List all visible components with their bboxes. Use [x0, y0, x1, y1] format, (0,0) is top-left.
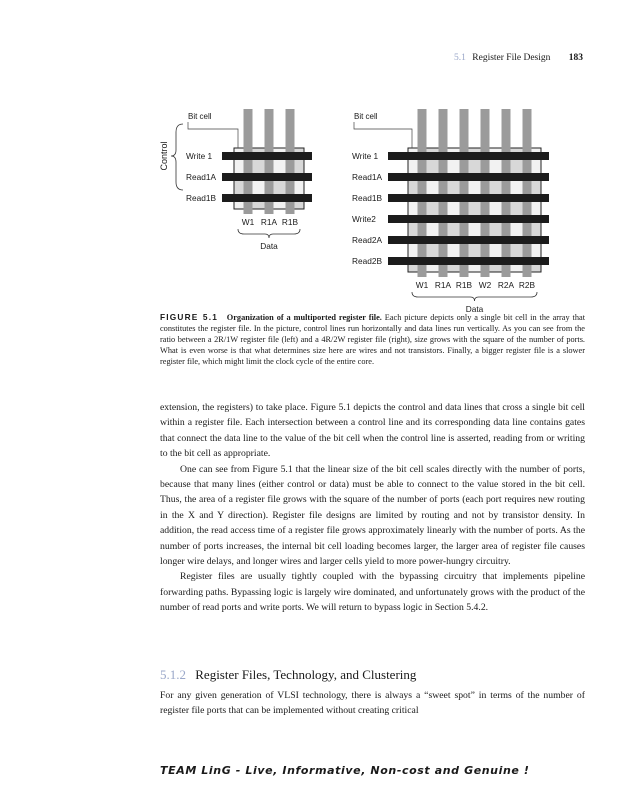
data-line-label: W2 — [478, 280, 492, 290]
bit-cell-label: Bit cell — [354, 112, 378, 121]
data-line-label: R2A — [497, 280, 515, 290]
control-line — [388, 236, 549, 244]
control-line-label: Write 1 — [352, 151, 379, 161]
control-line-label: Write 1 — [186, 151, 213, 161]
control-label: Control — [159, 141, 169, 171]
control-line-label: Write2 — [352, 214, 376, 224]
control-line-label: Read1A — [352, 172, 382, 182]
section-title: Register Files, Technology, and Clustering — [195, 667, 417, 682]
data-brace — [238, 229, 300, 238]
data-line — [523, 109, 532, 277]
section-heading — [160, 667, 416, 683]
data-line — [481, 109, 490, 277]
control-line — [388, 215, 549, 223]
body-text — [160, 400, 585, 616]
bit-cell-tile — [532, 148, 542, 152]
data-line-label: W1 — [415, 280, 429, 290]
control-line-label: Read2B — [352, 256, 382, 266]
control-line — [222, 194, 312, 202]
control-line — [388, 173, 549, 181]
footer-banner: TEAM LinG - Live, Informative, Non-cost and Genuine ! — [160, 764, 530, 777]
data-line-label: R1A — [434, 280, 452, 290]
caption-text: Each picture depicts only a single bit cell in the array that constitutes the register file. In the picture, control lines run horizontally and data lines run vertically. As you can see from the ratio between a 2R/1W register file (left) and a 4R/2W register file (right), size grows with the square of the number of ports. What is even worse is that what determines size here are wires and not transistors. Finally, a bigger register file is a slower register file, which might limit the clock cycle of the entire core. — [160, 313, 585, 367]
data-line-label: W1 — [241, 217, 255, 227]
paragraph: extension, the registers) to take place. Figure 5.1 depicts the control and data lines that cross a single bit cell within a register file. Each intersection between a control line and its corresponding data line contains gates that connect the data line to the value of the bit cell when the control line is asserted, reading from or writing to the bit cell as appropriate. — [160, 402, 585, 460]
data-line-label: R1B — [281, 217, 299, 227]
control-line — [388, 257, 549, 265]
control-line-label: Read1B — [352, 193, 382, 203]
bit-cell-label: Bit cell — [188, 112, 212, 121]
control-line-label: Read1B — [186, 193, 216, 203]
data-line — [418, 109, 427, 277]
data-line — [502, 109, 511, 277]
paragraph: Register files are usually tightly coupled with the bypassing circuitry that implements pipeline forwarding paths. Bypassing logic is largely wire dominated, and unfortunately grows with the product of the number of read ports and write ports. We will return to bypass logic in Section 5.4.2. — [160, 571, 585, 614]
paragraph: For any given generation of VLSI technology, there is always a “sweet spot” in terms of the number of register file ports that can be implemented without creating critical — [160, 690, 585, 717]
section-number: 5.1.2 — [160, 667, 186, 682]
data-line-label: R2B — [518, 280, 536, 290]
control-line-label: Read2A — [352, 235, 382, 245]
control-line-label: Read1A — [186, 172, 216, 182]
right-bit-cell-grid — [352, 109, 549, 314]
control-line — [222, 152, 312, 160]
bit-cell-tile — [295, 202, 305, 209]
data-line-label: R1A — [260, 217, 278, 227]
paragraph: One can see from Figure 5.1 that the linear size of the bit cell scales directly with the number of ports, because that many lines (either control or data) must be able to connect to the value stored in the bit cell. Thus, the area of a register file grows with the square of the number of ports (each port requires new routing in the X and Y direction). Register file designs are limited by routing and not by transistor density. In addition, the read access time of a register file grows approximately linearly with the number of ports. As the number of ports increases, the internal bit cell loading becomes larger, the larger area of register file causes longer wire delays, and longer wires and larger cells yield to more power-hungry circuitry. — [160, 463, 585, 568]
bit-cell-tile — [295, 148, 305, 152]
register-file-figure — [150, 98, 590, 314]
figure-label: FIGURE 5.1 — [160, 312, 219, 322]
data-line — [460, 109, 469, 277]
running-head — [454, 53, 583, 63]
data-axis-label: Data — [260, 241, 278, 251]
left-bit-cell-grid — [186, 109, 312, 251]
control-brace — [171, 124, 183, 190]
running-head-section-title: Register File Design — [472, 53, 551, 63]
data-brace — [412, 292, 537, 301]
data-line-label: R1B — [455, 280, 473, 290]
bit-cell-leader — [188, 122, 238, 148]
control-axis-label — [159, 124, 183, 190]
page-number: 183 — [568, 53, 583, 63]
control-line — [388, 152, 549, 160]
data-axis-label: Data — [465, 304, 484, 314]
control-line — [388, 194, 549, 202]
figure-title: Organization of a multiported register file. — [226, 313, 382, 322]
bit-cell-tile — [532, 265, 542, 272]
data-line — [439, 109, 448, 277]
running-head-section-number: 5.1 — [454, 53, 466, 63]
figure-caption — [160, 312, 585, 367]
bit-cell-leader — [354, 122, 412, 148]
control-line — [222, 173, 312, 181]
